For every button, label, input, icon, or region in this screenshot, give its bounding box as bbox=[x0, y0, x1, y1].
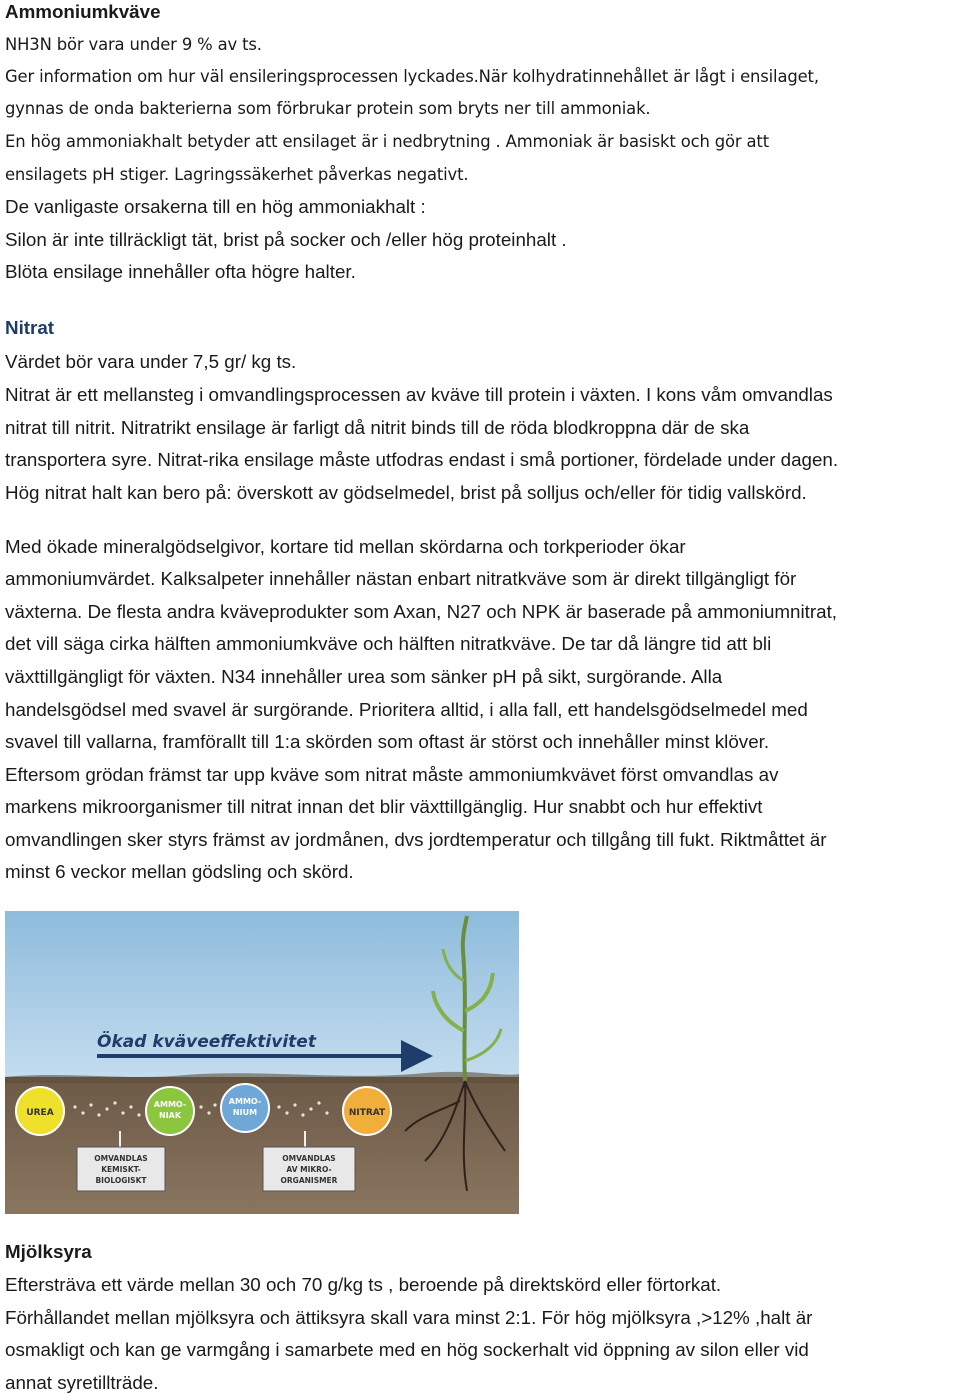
mjolksyra-line: Förhållandet mellan mjölksyra och ättiksyra skall vara minst 2:1. För hög mjölksyra ,>12% ,halt är bbox=[5, 1307, 813, 1328]
svg-text:BIOLOGISKT: BIOLOGISKT bbox=[95, 1176, 147, 1185]
mineral-line: minst 6 veckor mellan gödsling och skörd. bbox=[5, 861, 354, 882]
nitrogen-conversion-illustration bbox=[5, 911, 519, 1214]
mjolksyra-line: Eftersträva ett värde mellan 30 och 70 g/kg ts , beroende på direktskörd eller förtorkat. bbox=[5, 1274, 722, 1295]
svg-text:NIAK: NIAK bbox=[158, 1111, 182, 1120]
box-chemical-biological bbox=[77, 1147, 165, 1191]
ammonium-line: Blöta ensilage innehåller ofta högre halter. bbox=[5, 261, 356, 282]
svg-text:AMMO-: AMMO- bbox=[228, 1097, 262, 1106]
nitrat-line: Nitrat är ett mellansteg i omvandlingsprocessen av kväve till protein i växten. I kons våm omvandlas bbox=[5, 384, 833, 405]
nitrogen-conversion-figure bbox=[5, 911, 519, 1214]
ammoniak-circle bbox=[146, 1087, 194, 1135]
ammonium-line: Silon är inte tillräckligt tät, brist på socker och /eller hög proteinhalt . bbox=[5, 229, 567, 250]
svg-text:NIUM: NIUM bbox=[232, 1108, 258, 1117]
svg-text:OMVANDLAS: OMVANDLAS bbox=[94, 1154, 148, 1163]
nitrat-heading: Nitrat bbox=[5, 317, 55, 338]
svg-text:OMVANDLAS: OMVANDLAS bbox=[282, 1154, 336, 1163]
nitrat-label: NITRAT bbox=[348, 1108, 386, 1118]
nitrat-line: transportera syre. Nitrat-rika ensilage måste utfodras endast i små portioner, fördelade under dagen. bbox=[5, 449, 839, 470]
svg-text:ORGANISMER: ORGANISMER bbox=[280, 1176, 338, 1185]
mineral-line: svavel till vallarna, framförallt till 1:a skörden som oftast är störst och innehåller minst klöver. bbox=[5, 731, 770, 752]
sky-area bbox=[5, 911, 519, 1077]
mjolksyra-line: osmakligt och kan ge varmgång i samarbete med en hög sockerhalt vid öppning av silon eller vid bbox=[5, 1339, 809, 1360]
svg-text:KEMISKT-: KEMISKT- bbox=[101, 1165, 141, 1174]
mineral-line: markens mikroorganismer till nitrat innan det blir växttillgänglig. Hur snabbt och hur effektivt bbox=[5, 796, 763, 817]
svg-text:AMMO-: AMMO- bbox=[153, 1100, 187, 1109]
ammonium-line: gynnas de onda bakterierna som förbrukar protein som bryts ner till ammoniak. bbox=[5, 99, 651, 118]
mineral-line: växttillgängligt för växten. N34 innehåller urea som sänker pH på sikt, surgörande. Alla bbox=[5, 666, 723, 687]
mjolksyra-line: annat syretillträde. bbox=[5, 1372, 159, 1393]
ammonium-line: NH3N bör vara under 9 % av ts. bbox=[5, 35, 262, 54]
ammonium-heading: Ammoniumkväve bbox=[5, 1, 161, 22]
nitrat-circle bbox=[343, 1087, 391, 1135]
mineral-line: det vill säga cirka hälften ammoniumkväve och hälften nitratkväve. De tar då längre tid att bli bbox=[5, 633, 772, 654]
urea-circle bbox=[16, 1087, 64, 1135]
mineral-line: handelsgödsel med svavel är surgörande. Prioritera alltid, i alla fall, ett handelsgödselmedel med bbox=[5, 699, 808, 720]
ammonium-line: Ger information om hur väl ensileringsprocessen lyckades.När kolhydratinnehållet är lågt i ensilaget, bbox=[5, 67, 819, 86]
mineral-line: Eftersom grödan främst tar upp kväve som nitrat måste ammoniumkvävet först omvandlas av bbox=[5, 764, 779, 785]
mineral-line: växterna. De flesta andra kväveprodukter som Axan, N27 och NPK är baserade på ammoniumnitrat, bbox=[5, 601, 838, 622]
mineral-line: ammoniumvärdet. Kalksalpeter innehåller nästan enbart nitratkväve som är direkt tillgängligt för bbox=[5, 568, 797, 589]
nitrat-line: nitrat till nitrit. Nitratrikt ensilage är farligt då nitrit binds till de röda blodkroppna där de ska bbox=[5, 417, 750, 438]
mineral-line: omvandlingen sker styrs främst av jordmånen, dvs jordtemperatur och tillgång till fukt. Riktmåttet är bbox=[5, 829, 827, 850]
box-microorganisms bbox=[263, 1147, 355, 1191]
ammonium-line: ensilagets pH stiger. Lagringssäkerhet påverkas negativt. bbox=[5, 165, 469, 184]
figure-title: Ökad kväveeffektivitet bbox=[97, 1032, 316, 1052]
ammonium-circle bbox=[221, 1084, 269, 1132]
mjolksyra-heading: Mjölksyra bbox=[5, 1241, 92, 1262]
ammonium-line: De vanligaste orsakerna till en hög ammoniakhalt : bbox=[5, 196, 426, 217]
urea-label: UREA bbox=[26, 1108, 54, 1118]
ammonium-line: En hög ammoniakhalt betyder att ensilaget är i nedbrytning . Ammoniak är basiskt och gör att bbox=[5, 132, 769, 151]
svg-text:AV MIKRO-: AV MIKRO- bbox=[286, 1165, 332, 1174]
nitrat-line: Hög nitrat halt kan bero på: överskott av gödselmedel, brist på solljus och/eller för tidig vallskörd. bbox=[5, 482, 807, 503]
nitrat-line: Värdet bör vara under 7,5 gr/ kg ts. bbox=[5, 351, 297, 372]
mineral-line: Med ökade mineralgödselgivor, kortare tid mellan skördarna och torkperioder ökar bbox=[5, 536, 686, 557]
